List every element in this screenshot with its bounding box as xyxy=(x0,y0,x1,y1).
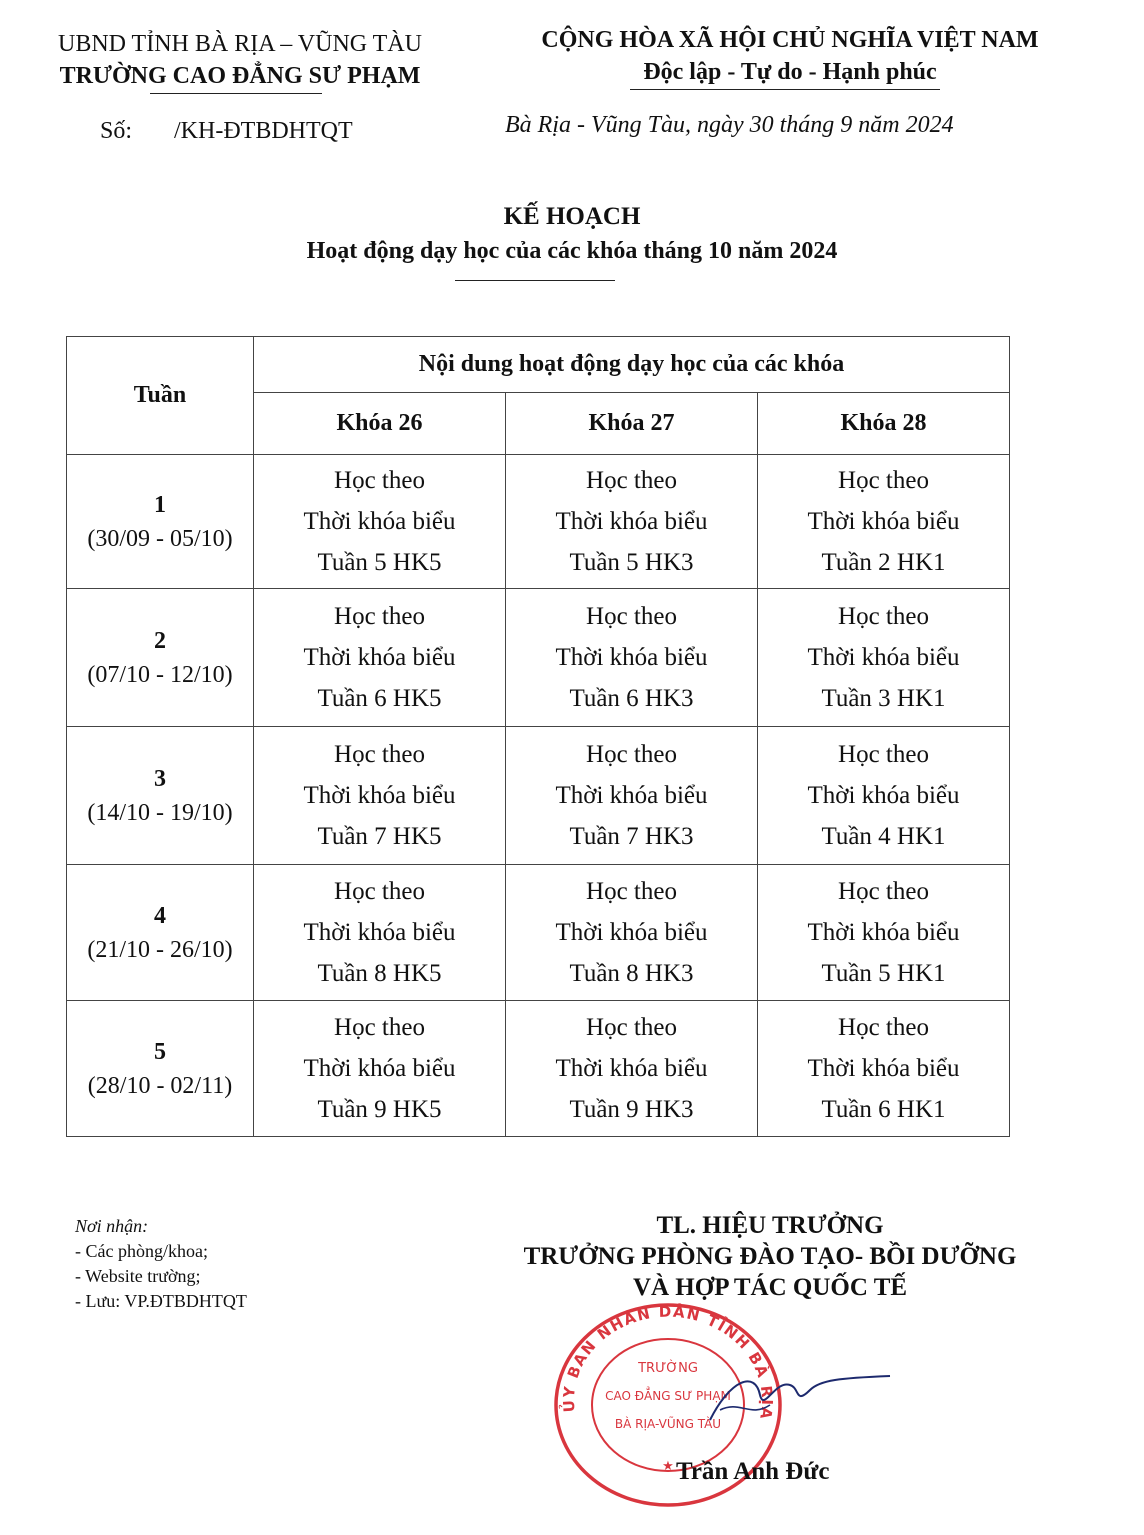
cell-line: Học theo xyxy=(334,1014,425,1041)
cell-line: Học theo xyxy=(334,467,425,494)
cell-line: Thời khóa biểu xyxy=(807,919,960,946)
cell-line: Học theo xyxy=(838,467,929,494)
schedule-table xyxy=(66,336,1010,1137)
cell-line: Tuần 9 HK5 xyxy=(317,1096,442,1123)
course-cell xyxy=(506,865,758,1001)
table-row xyxy=(67,589,1010,727)
cell-line: Tuần 8 HK5 xyxy=(317,960,442,987)
course-cell xyxy=(758,865,1010,1001)
national-block xyxy=(470,24,1110,88)
svg-text:TRƯỜNG: TRƯỜNG xyxy=(638,1361,698,1376)
country-name: CỘNG HÒA XÃ HỘI CHỦ NGHĨA VIỆT NAM xyxy=(541,27,1039,53)
course-cell xyxy=(758,455,1010,589)
svg-text:BÀ RỊA-VŨNG TÀU: BÀ RỊA-VŨNG TÀU xyxy=(614,1417,722,1431)
week-range: (07/10 - 12/10) xyxy=(87,661,233,688)
week-range: (21/10 - 26/10) xyxy=(87,936,233,963)
cell-line: Thời khóa biểu xyxy=(303,508,456,535)
svg-text:ỦY BAN NHÂN DÂN TỈNH BÀ RỊA: ỦY BAN NHÂN DÂN TỈNH BÀ RỊA xyxy=(559,1302,777,1422)
signer-name: Trần Anh Đức xyxy=(676,1458,830,1485)
course-cell xyxy=(254,865,506,1001)
cell-line: Học theo xyxy=(334,741,425,768)
cell-line: Tuần 5 HK5 xyxy=(317,549,442,576)
course-cell xyxy=(506,727,758,865)
cell-line: Tuần 2 HK1 xyxy=(821,549,946,576)
cell-line: Học theo xyxy=(586,467,677,494)
cell-line: Học theo xyxy=(838,603,929,630)
signature-block xyxy=(470,1210,1070,1303)
course-header: Khóa 26 xyxy=(254,393,506,455)
cell-line: Tuần 7 HK5 xyxy=(317,823,442,850)
cell-line: Tuần 7 HK3 xyxy=(569,823,694,850)
issuer-block xyxy=(20,28,460,92)
week-number: 2 xyxy=(154,627,166,654)
week-cell xyxy=(67,865,254,1001)
cell-line: Thời khóa biểu xyxy=(807,508,960,535)
week-number: 3 xyxy=(154,765,166,792)
cell-line: Thời khóa biểu xyxy=(807,782,960,809)
title-underline xyxy=(455,280,615,281)
recipients-label: Nơi nhận: xyxy=(75,1216,149,1236)
motto: Độc lập - Tự do - Hạnh phúc xyxy=(643,59,937,85)
agency-name: UBND TỈNH BÀ RỊA – VŨNG TÀU xyxy=(57,31,423,57)
cell-line: Học theo xyxy=(334,603,425,630)
cell-line: Thời khóa biểu xyxy=(555,919,708,946)
school-underline xyxy=(150,93,322,94)
cell-line: Thời khóa biểu xyxy=(303,644,456,671)
cell-line: Thời khóa biểu xyxy=(555,644,708,671)
cell-line: Thời khóa biểu xyxy=(303,919,456,946)
cell-line: Thời khóa biểu xyxy=(303,1055,456,1082)
number-label: Số: xyxy=(100,118,133,144)
cell-line: Tuần 8 HK3 xyxy=(569,960,694,987)
cell-line: Thời khóa biểu xyxy=(555,508,708,535)
cell-line: Tuần 6 HK3 xyxy=(569,685,694,712)
group-header: Nội dung hoạt động dạy học của các khóa xyxy=(254,337,1010,393)
course-cell xyxy=(506,455,758,589)
cell-line: Tuần 5 HK3 xyxy=(569,549,694,576)
course-header: Khóa 27 xyxy=(506,393,758,455)
cell-line: Tuần 3 HK1 xyxy=(821,685,946,712)
table-row xyxy=(67,455,1010,589)
cell-line: Học theo xyxy=(586,603,677,630)
course-cell xyxy=(758,727,1010,865)
cell-line: Học theo xyxy=(838,878,929,905)
signature-line: TRƯỞNG PHÒNG ĐÀO TẠO- BỒI DƯỠNG xyxy=(523,1243,1017,1270)
cell-line: Tuần 6 HK5 xyxy=(317,685,442,712)
week-range: (30/09 - 05/10) xyxy=(87,525,233,552)
signature-line: TL. HIỆU TRƯỞNG xyxy=(656,1212,884,1239)
recipient-item: - Các phòng/khoa; xyxy=(75,1241,208,1261)
course-cell xyxy=(506,1001,758,1137)
table-row xyxy=(67,865,1010,1001)
cell-line: Học theo xyxy=(334,878,425,905)
cell-line: Tuần 6 HK1 xyxy=(821,1096,946,1123)
week-range: (14/10 - 19/10) xyxy=(87,799,233,826)
week-range: (28/10 - 02/11) xyxy=(87,1072,233,1099)
course-cell xyxy=(254,1001,506,1137)
course-cell xyxy=(254,455,506,589)
week-header: Tuần xyxy=(67,337,254,455)
course-cell xyxy=(506,589,758,727)
week-cell xyxy=(67,589,254,727)
table-row xyxy=(67,1001,1010,1137)
week-cell xyxy=(67,727,254,865)
cell-line: Thời khóa biểu xyxy=(807,1055,960,1082)
cell-line: Tuần 9 HK3 xyxy=(569,1096,694,1123)
recipient-item: - Lưu: VP.ĐTBDHTQT xyxy=(75,1291,247,1311)
week-cell xyxy=(67,455,254,589)
course-cell xyxy=(758,1001,1010,1137)
week-number: 1 xyxy=(154,491,166,518)
cell-line: Học theo xyxy=(586,878,677,905)
svg-text:★: ★ xyxy=(662,1459,674,1474)
signature-line: VÀ HỢP TÁC QUỐC TẾ xyxy=(632,1274,908,1301)
week-cell xyxy=(67,1001,254,1137)
course-cell xyxy=(254,727,506,865)
cell-line: Tuần 5 HK1 xyxy=(821,960,946,987)
recipient-item: - Website trường; xyxy=(75,1266,201,1286)
number-code: /KH-ĐTBDHTQT xyxy=(174,118,353,144)
svg-text:CAO ĐẲNG SƯ PHẠM: CAO ĐẲNG SƯ PHẠM xyxy=(605,1389,731,1403)
cell-line: Học theo xyxy=(586,741,677,768)
week-number: 5 xyxy=(154,1038,166,1065)
course-cell xyxy=(758,589,1010,727)
cell-line: Học theo xyxy=(838,1014,929,1041)
cell-line: Thời khóa biểu xyxy=(807,644,960,671)
place-date: Bà Rịa - Vũng Tàu, ngày 30 tháng 9 năm 2024 xyxy=(505,112,954,138)
cell-line: Tuần 4 HK1 xyxy=(821,823,946,850)
school-name: TRƯỜNG CAO ĐẲNG SƯ PHẠM xyxy=(59,63,421,89)
motto-underline xyxy=(630,89,940,90)
recipients xyxy=(75,1214,247,1314)
course-cell xyxy=(254,589,506,727)
document-title: KẾ HOẠCH xyxy=(503,203,641,230)
table-row xyxy=(67,727,1010,865)
course-header: Khóa 28 xyxy=(758,393,1010,455)
document-subtitle: Hoạt động dạy học của các khóa tháng 10 năm 2024 xyxy=(306,238,838,264)
cell-line: Thời khóa biểu xyxy=(555,782,708,809)
cell-line: Thời khóa biểu xyxy=(555,1055,708,1082)
week-number: 4 xyxy=(154,902,166,929)
document-number xyxy=(100,118,353,145)
handwritten-signature xyxy=(700,1350,900,1440)
cell-line: Học theo xyxy=(838,741,929,768)
cell-line: Học theo xyxy=(586,1014,677,1041)
cell-line: Thời khóa biểu xyxy=(303,782,456,809)
